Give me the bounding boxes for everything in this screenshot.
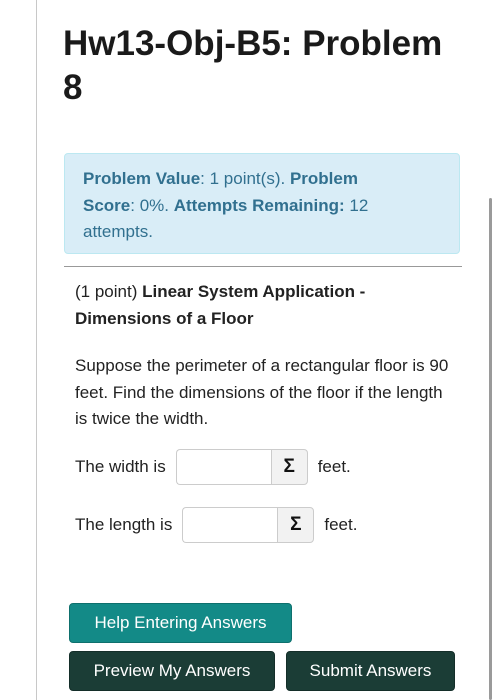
- attempts-remaining-label: Attempts Remaining:: [173, 195, 345, 215]
- problem-value-label: Problem Value: [83, 169, 201, 188]
- width-label: The width is: [75, 457, 166, 476]
- length-label: The length is: [75, 515, 173, 534]
- problem-score-label-part1: Problem: [289, 169, 358, 188]
- sigma-icon: Σ: [290, 514, 302, 535]
- page-title: Hw13-Obj-B5: Problem 8: [63, 24, 443, 107]
- scrollbar[interactable]: [489, 198, 492, 700]
- problem-body: [75, 279, 455, 433]
- problem-value-text: : 1 point(s).: [200, 169, 290, 188]
- problem-info-box: [64, 153, 460, 254]
- problem-score-label-part2: Score: [83, 195, 131, 215]
- width-equation-editor-button[interactable]: [271, 449, 308, 485]
- problem-score-text: : 0%.: [130, 195, 174, 215]
- answer-row-length: [75, 506, 357, 544]
- width-unit: feet.: [317, 457, 351, 476]
- length-input[interactable]: [182, 507, 277, 543]
- problem-points: (1 point): [75, 282, 143, 301]
- preview-answers-button[interactable]: Preview My Answers: [69, 651, 275, 691]
- submit-answers-button[interactable]: Submit Answers: [286, 651, 455, 691]
- length-equation-editor-button[interactable]: [277, 507, 314, 543]
- length-unit: feet.: [324, 515, 358, 534]
- answer-row-width: [75, 448, 351, 486]
- width-input[interactable]: [176, 449, 271, 485]
- problem-heading-title: Linear System Application - Dimensions of a Floor: [75, 282, 366, 328]
- problem-statement: Suppose the perimeter of a rectangular floor is 90 feet. Find the dimensions of the floor if the length is twice the width.: [75, 356, 449, 428]
- sigma-icon: Σ: [283, 456, 295, 477]
- page-left-border: [36, 0, 37, 700]
- help-entering-answers-button[interactable]: Help Entering Answers: [69, 603, 292, 643]
- attempts-remaining-text: 12 attempts.: [83, 195, 369, 241]
- section-divider: [64, 266, 462, 267]
- problem-heading: [75, 279, 455, 332]
